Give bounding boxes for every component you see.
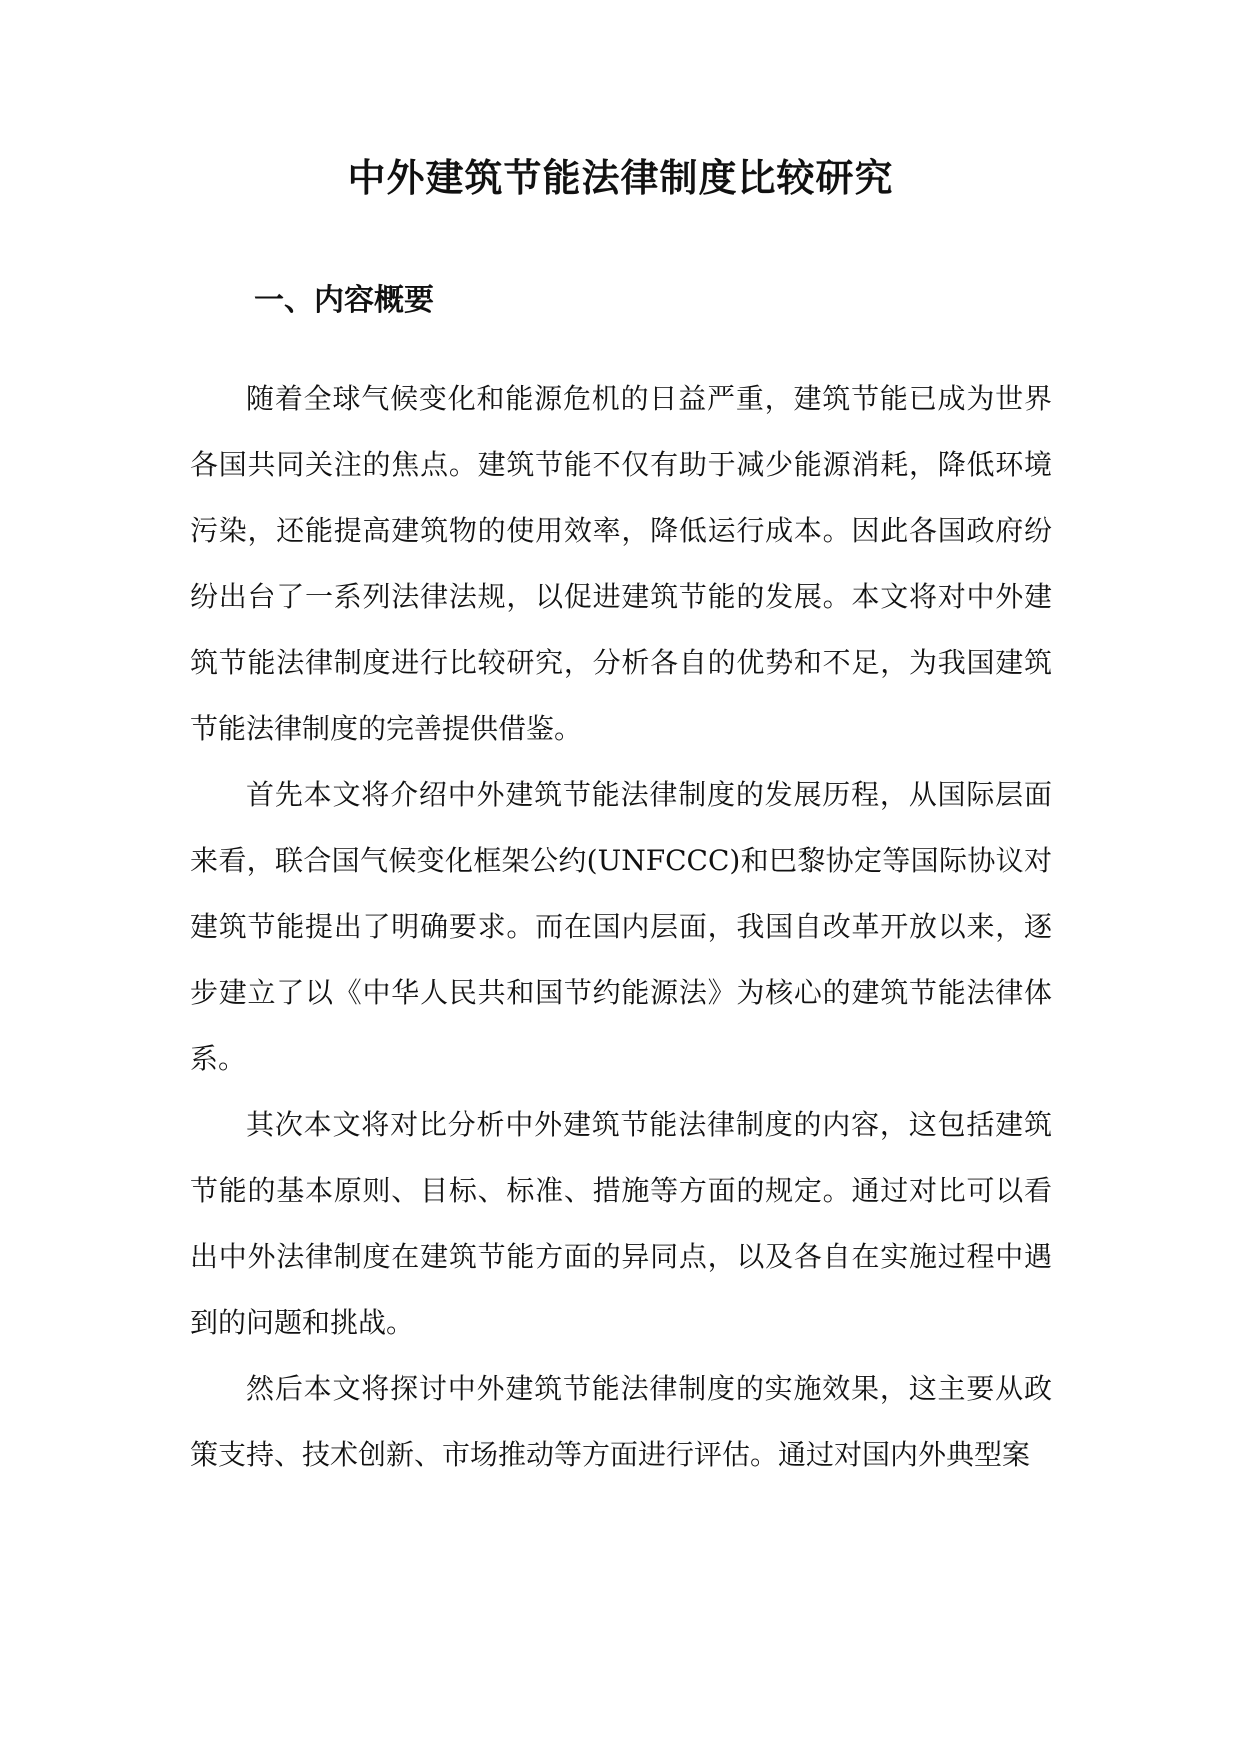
paragraph-3: 其次本文将对比分析中外建筑节能法律制度的内容，这包括建筑节能的基本原则、目标、标准、措施等方面的规定。通过对比可以看出中外法律制度在建筑节能方面的异同点，以及各自在实施过程中遇到的问题和挑战。 [190,1108,1052,1339]
document-body [190,366,1052,1488]
document-title: 中外建筑节能法律制度比较研究 [347,155,894,200]
paragraph-4: 然后本文将探讨中外建筑节能法律制度的实施效果，这主要从政策支持、技术创新、市场推动等方面进行评估。通过对国内外典型案 [190,1372,1052,1471]
section-heading: 一、内容概要 [254,283,434,318]
paragraph-2: 首先本文将介绍中外建筑节能法律制度的发展历程，从国际层面来看，联合国气候变化框架公约(UNFCCC)和巴黎协定等国际协议对建筑节能提出了明确要求。而在国内层面，我国自改革开放以来，逐步建立了以《中华人民共和国节约能源法》为核心的建筑节能法律体系。 [190,778,1052,1075]
paragraph-1: 随着全球气候变化和能源危机的日益严重，建筑节能已成为世界各国共同关注的焦点。建筑节能不仅有助于减少能源消耗，降低环境污染，还能提高建筑物的使用效率，降低运行成本。因此各国政府纷纷出台了一系列法律法规，以促进建筑节能的发展。本文将对中外建筑节能法律制度进行比较研究，分析各自的优势和不足，为我国建筑节能法律制度的完善提供借鉴。 [190,382,1052,745]
